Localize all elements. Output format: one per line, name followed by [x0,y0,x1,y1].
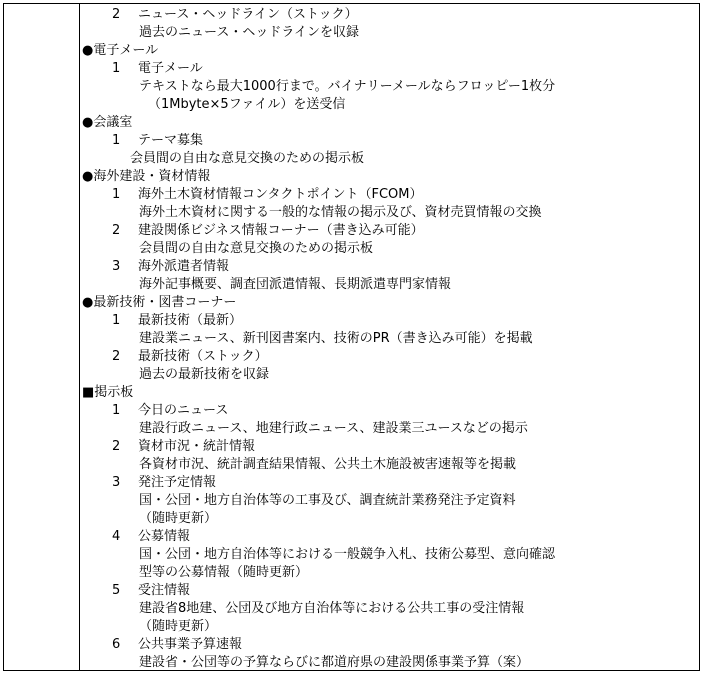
square-bullet-icon: ■ [82,385,95,400]
list-item [82,312,694,330]
service-list [82,6,694,672]
section-title: 海外建設・資材情報 [93,169,211,184]
circle-bullet-icon: ● [82,43,94,58]
section-title: 会議室 [93,115,133,130]
item-description: 海外土木資材に関する一般的な情報の掲示及び、資材売買情報の交換 [139,205,542,220]
table-left-column [4,4,80,670]
section-heading [82,168,694,186]
section-heading [82,42,694,60]
item-title: 今日のニュース [138,403,229,418]
item-description: テキストなら最大1000行まで。バイナリーメールならフロッピー1枚分 [139,79,556,94]
item-description: 会員間の自由な意見交換のための掲示板 [139,241,374,256]
item-description: 型等の公募情報（随時更新） [139,565,309,580]
item-description: 海外記事概要、調査団派遣情報、長期派遣専門家情報 [139,277,452,292]
item-number: 6 [112,637,121,652]
list-item [82,258,694,276]
item-number: 2 [112,439,121,454]
item-description: 国・公団・地方自治体等の工事及び、調査統計業務発注予定資料 [139,493,516,508]
item-title: 受注情報 [138,583,191,598]
item-description: （随時更新） [139,511,218,526]
item-title: テーマ募集 [138,133,204,148]
item-title: 海外土木資材情報コンタクトポイント（FCOM） [138,187,423,202]
list-item [82,582,694,600]
item-number: 1 [112,313,121,328]
item-title: 海外派遣者情報 [138,259,230,274]
list-item [82,636,694,654]
list-item [82,222,694,240]
item-title: 資材市況・統計情報 [138,439,256,454]
item-number: 1 [112,133,121,148]
item-description: 過去の最新技術を収録 [139,367,270,382]
item-title: 建設関係ビジネス情報コーナー（書き込み可能） [138,223,424,238]
list-item [82,348,694,366]
section-heading [82,294,694,312]
section-title: 掲示板 [94,385,134,400]
item-title: 最新技術（ストック） [138,349,268,364]
circle-bullet-icon: ● [82,169,94,184]
item-number: 2 [112,223,121,238]
item-title: 最新技術（最新） [138,313,243,328]
list-item [82,402,694,420]
item-title: ニュース・ヘッドライン（ストック） [138,7,358,22]
circle-bullet-icon: ● [82,295,94,310]
item-description: （随時更新） [139,619,218,634]
item-number: 5 [112,583,121,598]
item-description: 建設業ニュース、新刊図書案内、技術のPR（書き込み可能）を掲載 [139,331,533,346]
item-description: （1Mbyte×5ファイル）を送受信 [148,97,346,112]
list-item [82,60,694,78]
item-description: 会員間の自由な意見交換のための掲示板 [130,151,365,166]
item-description: 建設省・公団等の予算ならびに都道府県の建設関係事業予算（案） [139,655,530,670]
list-item [82,438,694,456]
item-number: 4 [112,529,121,544]
circle-bullet-icon: ● [82,115,94,130]
item-description: 建設行政ニュース、地建行政ニュース、建設業三ユースなどの掲示 [139,421,528,436]
list-item [82,132,694,150]
item-description: 建設省8地建、公団及び地方自治体等における公共工事の受注情報 [139,601,525,616]
section-title: 電子メール [93,43,159,58]
list-item [82,186,694,204]
item-number: 1 [112,403,121,418]
section-heading [82,384,694,402]
item-number: 1 [112,187,121,202]
item-description: 国・公団・地方自治体等における一般競争入札、技術公募型、意向確認 [139,547,556,562]
item-number: 2 [112,7,121,22]
list-item [82,528,694,546]
item-number: 1 [112,61,121,76]
list-item [82,474,694,492]
item-description: 過去のニュース・ヘッドラインを収録 [139,25,359,40]
item-number: 2 [112,349,121,364]
item-number: 3 [112,259,121,274]
item-number: 3 [112,475,121,490]
section-title: 最新技術・図書コーナー [93,295,237,310]
item-title: 発注予定情報 [138,475,217,490]
item-title: 公募情報 [138,529,191,544]
section-heading [82,114,694,132]
item-description: 各資材市況、統計調査結果情報、公共土木施設被害速報等を掲載 [139,457,517,472]
list-item [82,6,694,24]
item-title: 電子メール [138,61,203,76]
item-title: 公共事業予算速報 [138,637,243,652]
